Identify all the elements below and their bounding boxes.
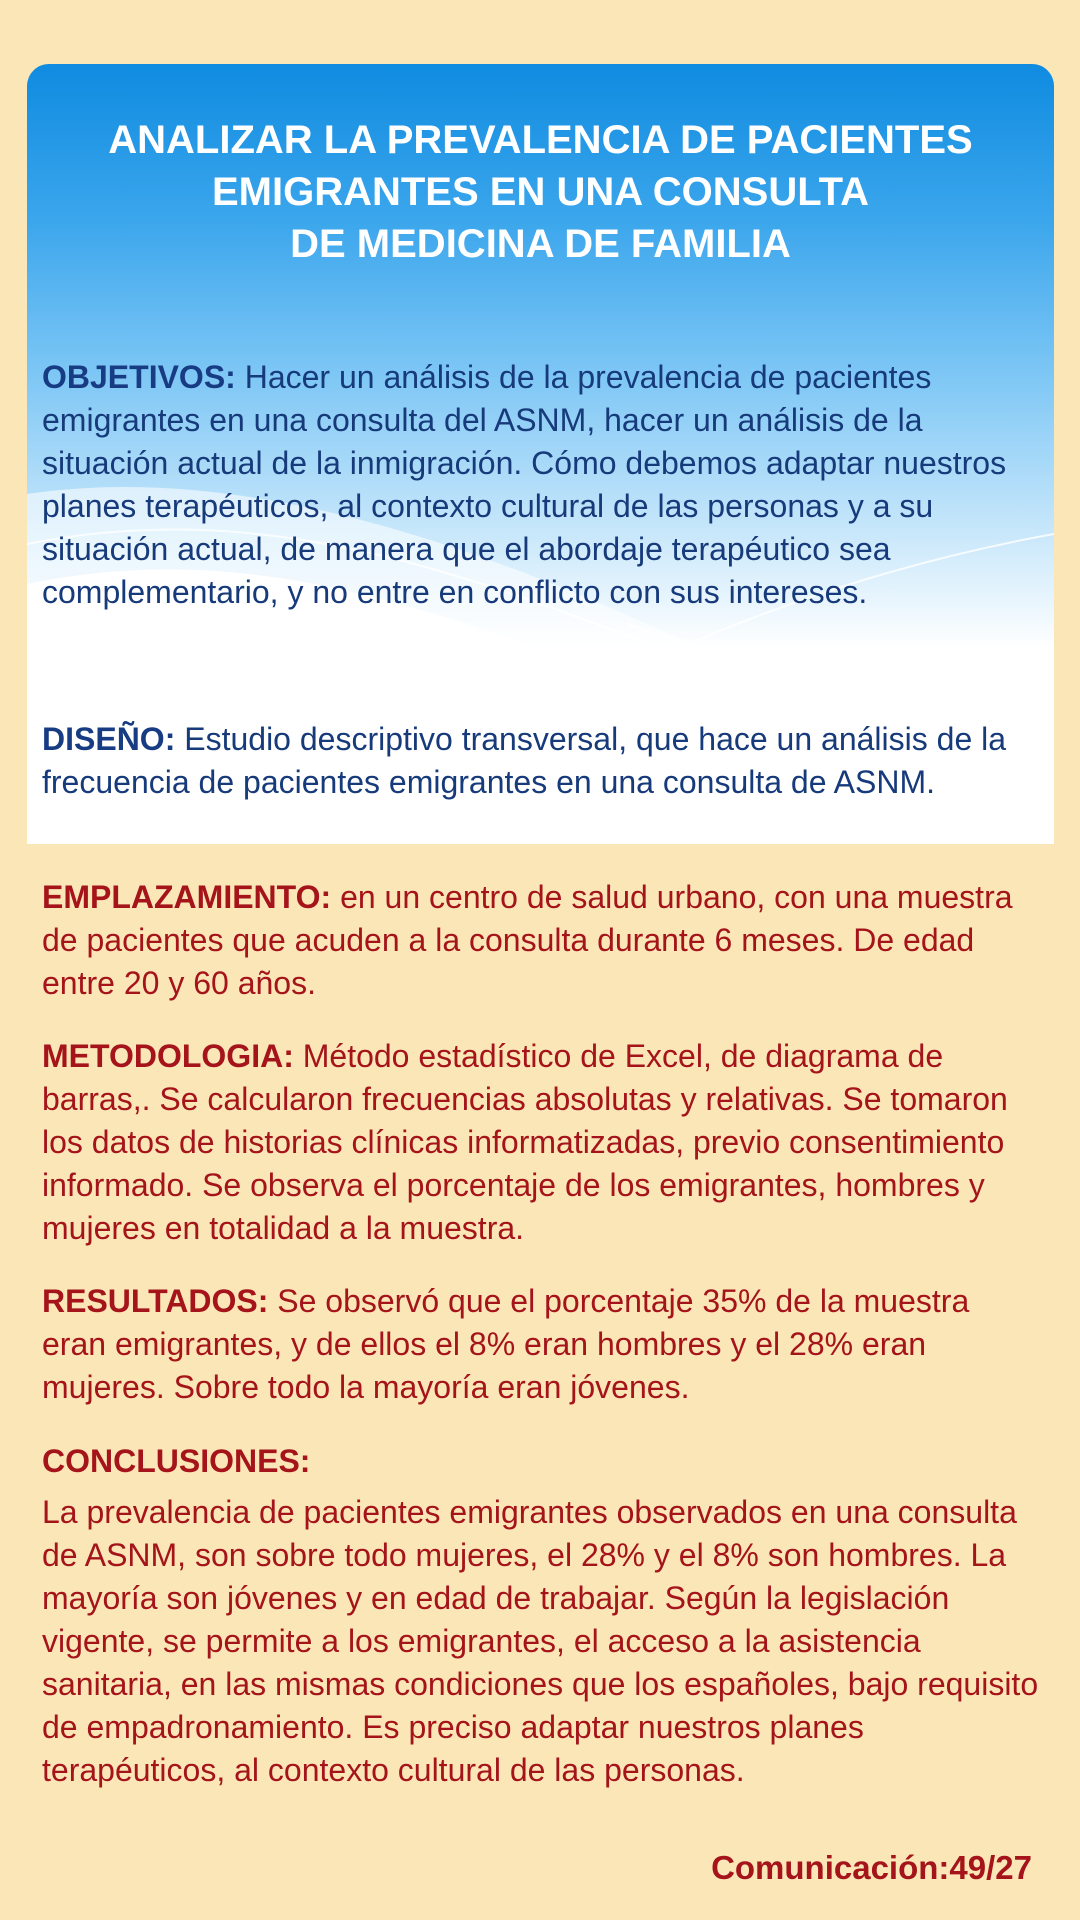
section-objetivos — [42, 356, 1042, 614]
section-text-diseno: Estudio descriptivo transversal, que hace un análisis de la frecuencia de pacientes emigrantes en una consulta de ASNM. — [42, 721, 1007, 800]
title-line-1: ANALIZAR LA PREVALENCIA DE PACIENTES — [108, 118, 973, 162]
section-emplazamiento — [42, 876, 1042, 1005]
section-text-resultados: Se observó que el porcentaje 35% de la muestra eran emigrantes, y de ellos el 8% eran hombres y el 28% eran mujeres. Sobre todo la mayoría eran jóvenes. — [42, 1283, 970, 1405]
section-resultados — [42, 1280, 1042, 1409]
title-line-3: DE MEDICINA DE FAMILIA — [290, 222, 791, 266]
title-line-2: EMIGRANTES EN UNA CONSULTA — [211, 170, 870, 214]
section-heading-emplazamiento: EMPLAZAMIENTO: — [42, 879, 332, 915]
page-title — [27, 114, 1054, 270]
section-heading-resultados: RESULTADOS: — [42, 1283, 269, 1319]
communication-number: Comunicación:49/27 — [711, 1849, 1032, 1886]
section-text-objetivos: Hacer un análisis de la prevalencia de pacientes emigrantes en una consulta del ASNM, hacer un análisis de la situación actual de la inmigración. Cómo debemos adaptar nuestros planes terapéuticos, al contexto cultural de las personas y a su situación actual, de manera que el abordaje terapéutico sea complementario, y no entre en conflicto con sus intereses. — [42, 359, 1007, 610]
section-text-conclusiones: La prevalencia de pacientes emigrantes observados en una consulta de ASNM, son sobre todo mujeres, el 28% y el 8% son hombres. La mayoría son jóvenes y en edad de trabajar. Según la legislación vigente, se permite a los emigrantes, el acceso a la asistencia sanitaria, en las mismas condiciones que los españoles, bajo requisito de empadronamiento. Es preciso adaptar nuestros planes terapéuticos, al contexto cultural de las personas. — [42, 1494, 1039, 1788]
section-conclusiones — [42, 1440, 1042, 1792]
section-diseno — [42, 718, 1042, 804]
section-heading-objetivos: OBJETIVOS: — [42, 359, 236, 395]
section-text-metodologia: Método estadístico de Excel, de diagrama de barras,. Se calcularon frecuencias absolutas y relativas. Se tomaron los datos de historias clínicas informatizadas, previo consentimiento informado. Se observa el porcentaje de los emigrantes, hombres y mujeres en totalidad a la muestra. — [42, 1038, 1008, 1246]
section-metodologia — [42, 1035, 1042, 1250]
section-heading-conclusiones: CONCLUSIONES: — [42, 1443, 311, 1479]
section-heading-metodologia: METODOLOGIA: — [42, 1038, 294, 1074]
section-heading-diseno: DISEÑO: — [42, 721, 176, 757]
section-text-emplazamiento: en un centro de salud urbano, con una muestra de pacientes que acuden a la consulta durante 6 meses. De edad entre 20 y 60 años. — [42, 879, 1013, 1001]
